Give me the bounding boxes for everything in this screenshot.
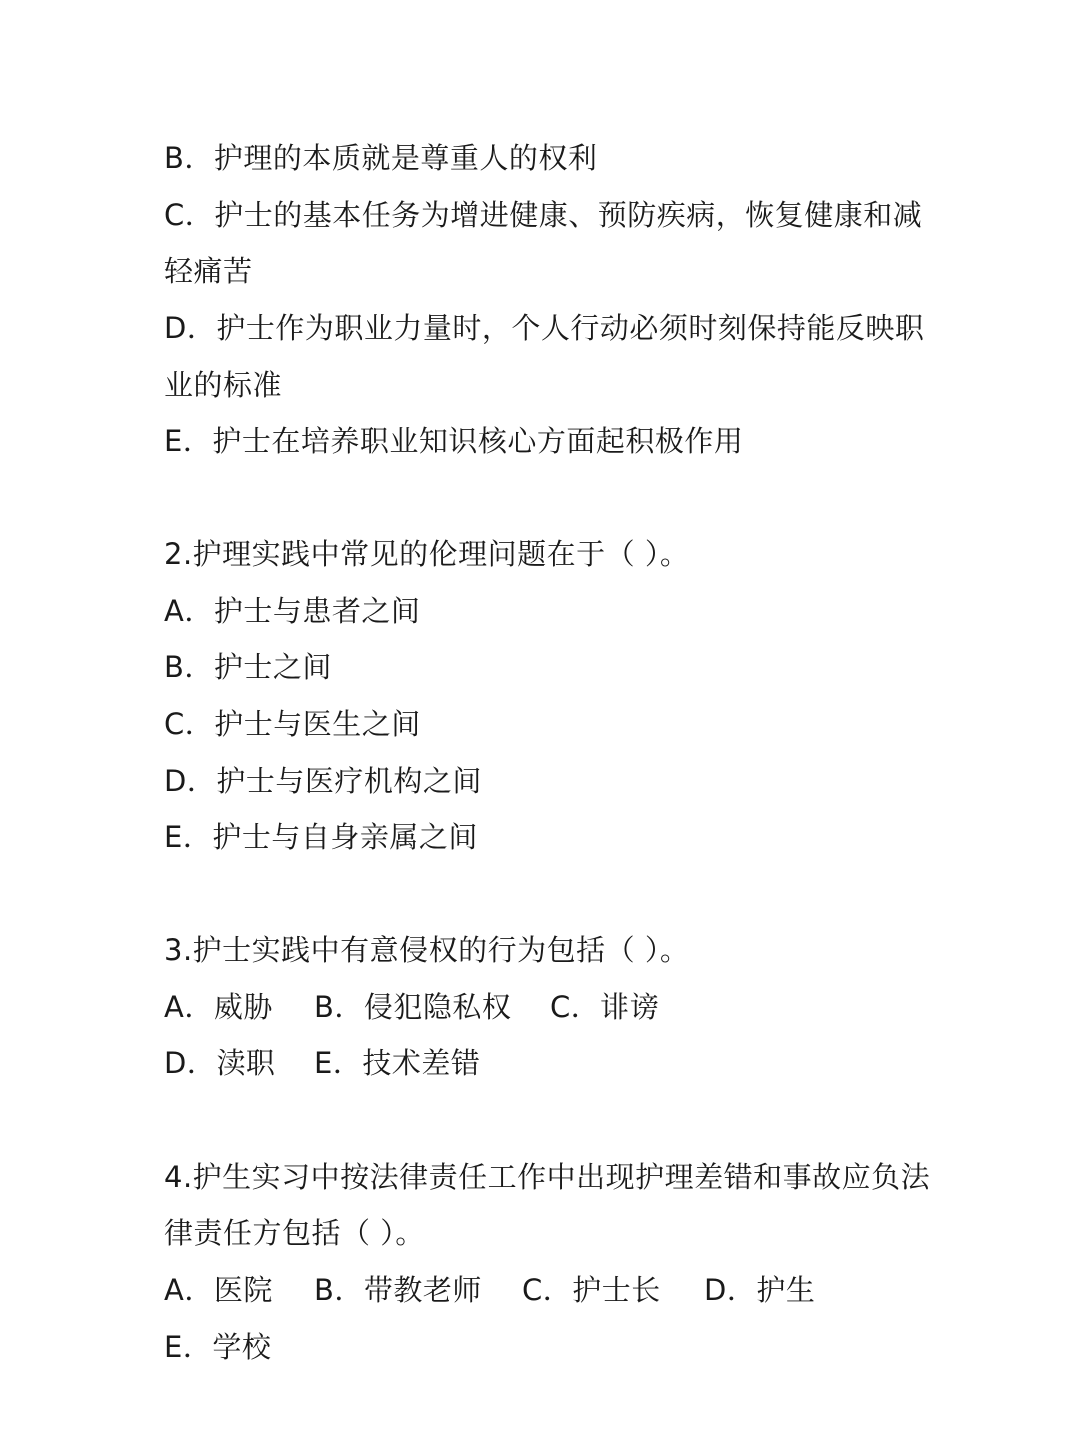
q4-stem-line2: 律责任方包括（ ）。 xyxy=(164,1216,425,1250)
q1-option-b: B．护理的本质就是尊重人的权利 xyxy=(164,141,598,175)
q1-option-d-line2: 业的标准 xyxy=(164,368,283,402)
q3-option-a: A．威胁 xyxy=(164,990,273,1024)
q4-option-e: E．学校 xyxy=(164,1330,272,1364)
q4-stem-line1: 4.护生实习中按法律责任工作中出现护理差错和事故应负法 xyxy=(164,1160,931,1194)
q3-options-row2 xyxy=(164,1043,480,1083)
q2-option-a: A．护士与患者之间 xyxy=(164,594,421,628)
q4-options-row1 xyxy=(164,1270,815,1310)
q1-option-c-line1: C．护士的基本任务为增进健康、预防疾病，恢复健康和减 xyxy=(164,198,923,232)
q2-option-e: E．护士与自身亲属之间 xyxy=(164,820,478,854)
q2-option-c: C．护士与医生之间 xyxy=(164,707,421,741)
q3-option-b: B．侵犯隐私权 xyxy=(314,990,512,1024)
q3-options-row1 xyxy=(164,987,659,1027)
q3-option-c: C．诽谤 xyxy=(550,990,660,1024)
q3-option-d: D．渎职 xyxy=(164,1046,276,1080)
q1-option-d-line1: D．护士作为职业力量时，个人行动必须时刻保持能反映职 xyxy=(164,311,925,345)
q2-option-d: D．护士与医疗机构之间 xyxy=(164,764,482,798)
q1-option-c-line2: 轻痛苦 xyxy=(164,254,253,288)
q4-option-b: B．带教老师 xyxy=(314,1273,482,1307)
q2-option-b: B．护士之间 xyxy=(164,650,332,684)
q1-option-e: E．护士在培养职业知识核心方面起积极作用 xyxy=(164,424,744,458)
q4-option-d: D．护生 xyxy=(704,1273,816,1307)
q3-option-e: E．技术差错 xyxy=(314,1046,481,1080)
q2-stem: 2.护理实践中常见的伦理问题在于（ ）。 xyxy=(164,537,690,571)
q4-option-a: A．医院 xyxy=(164,1273,273,1307)
q4-option-c: C．护士长 xyxy=(522,1273,661,1307)
q3-stem: 3.护士实践中有意侵权的行为包括（ ）。 xyxy=(164,933,690,967)
